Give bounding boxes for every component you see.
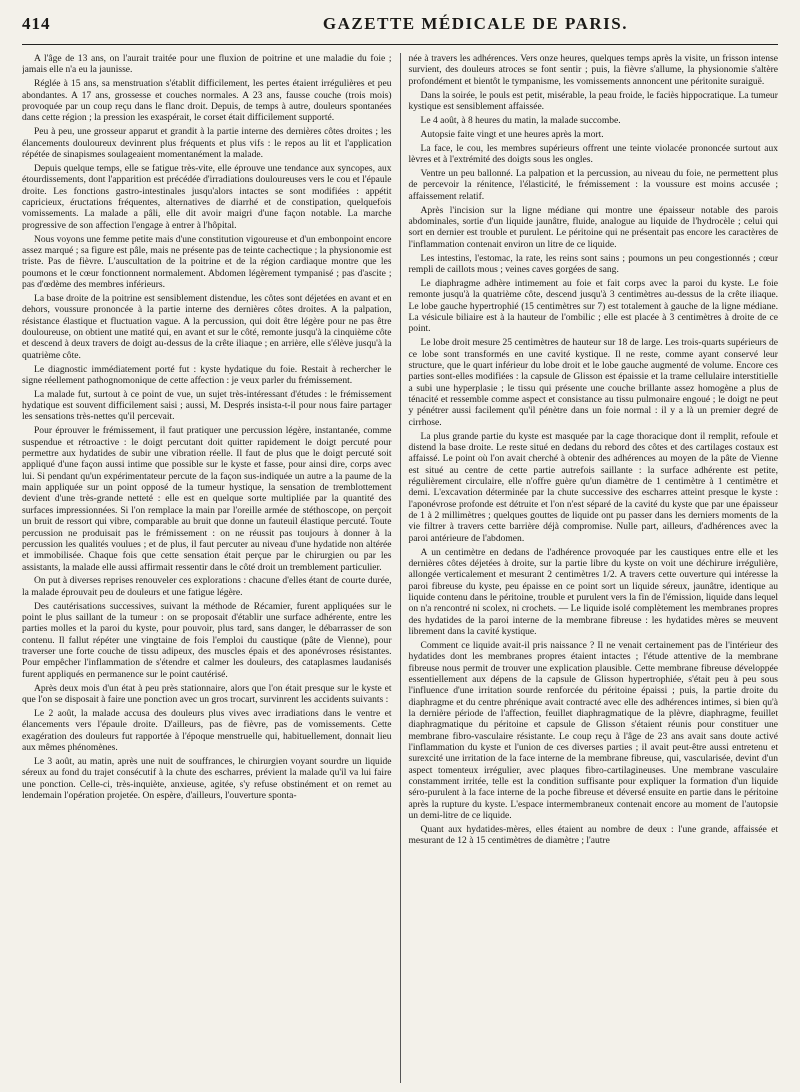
paragraph: Quant aux hydatides-mères, elles étaient au nombre de deux : l'une grande, affaissée et mesurant de 12 à 15 centimètres de diamètre ; l'autre — [408, 824, 778, 847]
paragraph: Nous voyons une femme petite mais d'une constitution vigoureuse et d'un embonpoint encore assez marqué ; sa figure est pâle, mais ne présente pas de teinte cachectique ; la physionomie est triste. Pas de fièvre. L'auscultation de la poitrine et de la région cardiaque montre que les poumons et le cœur fonctionnent normalement. Abdomen légèrement tympanisé ; pas d'ascite ; pas d'œdème des membres inférieurs. — [22, 233, 392, 290]
paragraph: Le lobe droit mesure 25 centimètres de hauteur sur 18 de large. Les trois-quarts supérieurs de ce lobe sont transformés en une cavité kystique. Il ne reste, comme ayant conservé leur structure, que le quart inférieur du lobe droit et le lobe gauche augmenté de volume. Encore ces parties sont-elles modifiées : la capsule de Glisson est épaissie et la trame cellulaire interstitielle a subi une hyperplasie ; le tissu qui présente une couche brillante assez homogène a plus de ténacité et ressemble comme aspect et consistance au tissu pulmonaire engoué ; le doigt ne peut y pénétrer aussi facilement qu'il pénètre dans un foie normal : il y a là un premier degré de cirrhose. — [408, 337, 778, 428]
page-header — [22, 14, 778, 40]
paragraph: Après deux mois d'un état à peu près stationnaire, alors que l'on était presque sur le kyste et que l'on se disposait à faire une ponction avec un gros trocart, survinrent les accidents suivants : — [22, 682, 392, 706]
paragraph: La base droite de la poitrine est sensiblement distendue, les côtes sont déjetées en avant et en dehors, voussure prononcée à la partie interne des dernières côtes droites. A la palpation, résistance élastique et fluctuation vague. A la percussion, qui doit être légère pour ne pas être douloureuse, on obtient une matité qui, en avant et sur le côté, remonte jusqu'à la cinquième côte et descend à deux travers de doigt au-dessus de la crête iliaque ; en arrière, elle s'élève jusqu'à la quatrième côte. — [22, 292, 392, 361]
paragraph: A un centimètre en dedans de l'adhérence provoquée par les caustiques entre elle et les dernières côtes déjetées à droite, sur la partie libre du kyste on voit une déchirure irrégulière, allongée verticalement et mesurant 2 centimètres 1/2. A travers cette ouverture qui intéresse la paroi fibreuse du kyste, peu épaisse en ce point sort un liquide séreux, jaunâtre, identique au liquide contenu dans le péritoine, trouble et purulent vers la fin de l'émission, liquide dans lequel on n'a rencontré ni scolex, ni crochets. — Le liquide isolé complètement les membranes propres des hydatides de la paroi interne de la membrane fibreuse : les hydatides mères se meuvent librement dans la cavité kystique. — [408, 546, 778, 638]
paragraph: Des cautérisations successives, suivant la méthode de Récamier, furent appliquées sur le point le plus saillant de la tumeur : on se proposait d'établir une surface adhérente, entre les parties molles et la paroi du kyste, pour pouvoir, plus tard, sans danger, le débarrasser de son contenu. Il fallut répéter une vingtaine de fois l'emploi du caustique (pâte de Vienne), pour traverser une forte couche de tissu adipeux, des muscles épais et des aponévroses résistantes. Pour empêcher l'inflammation de s'étendre et calmer les douleurs, des cataplasmes laudanisés furent appliqués en permanence sur le point cautérisé. — [22, 600, 392, 680]
paragraph: Comment ce liquide avait-il pris naissance ? Il ne venait certainement pas de l'intérieur des hydatides dont les membranes propres étaient intactes ; l'étude attentive de la membrane fibreuse nous permit de trouver une explication plausible. Cette membrane fibreuse développée essentiellement aux dépens de la capsule de Glisson hypertrophiée, s'était peu à peu sous l'influence d'une irritation sourde renforcée du péritoine épaissi ; puis, la partie droite du diaphragme et du centre phrénique avait contracté avec elle des adhérences intimes, si bien qu'à la dernière période de l'affection, feuillet diaphragmatique de la plèvre, diaphragme, feuillet diaphragmatique du péritoine et capsule de Glisson s'étaient réunis pour constituer une membrane fibro-vasculaire résistante. Le coup reçu à l'âge de 23 ans avait sans doute activé l'inflammation du kyste et l'union de ces diverses parties ; il avait peut-être aussi entretenu et surexcité une irritation de la face interne de la membrane fibreuse, qui, vascularisée, devint d'un aspect tomenteux irrégulier, avec plaques fibro-cartilagineuses. Une membrane vasculaire constamment irritée, telle est la condition suffisante pour expliquer la formation d'un liquide séro-purulent à la face interne de la poche fibreuse et déversé ensuite en partie dans le péritoine après la rupture du kyste. L'espace intermembraneux contenait encore au moment de l'autopsie un demi-litre de ce liquide. — [408, 639, 778, 822]
text-columns — [22, 53, 778, 1083]
left-column — [22, 53, 400, 1083]
paragraph: Le diagnostic immédiatement porté fut : kyste hydatique du foie. Restait à rechercher le signe réellement pathognomonique de cette affection : je veux parler du frémissement. — [22, 363, 392, 386]
right-column — [401, 53, 779, 1083]
paragraph: La malade fut, surtout à ce point de vue, un sujet très-intéressant d'études : le frémissement hydatique est souvent difficilement saisi ; aussi, M. Després insista-t-il pour nous faire partager les sensations très-nettes qu'il percevait. — [22, 388, 392, 423]
paragraph: Après l'incision sur la ligne médiane qui montre une épaisseur notable des parois abdominales, sortie d'un liquide jaunâtre, fluide, analogue au liquide de l'hydrocèle ; celui qui sort en dernier est trouble et purulent. Le péritoine qui ne présentait pas encore les caractères de l'inflammation contenait environ un litre de ce liquide. — [408, 204, 778, 250]
running-title: GAZETTE MÉDICALE DE PARIS. — [322, 14, 628, 33]
paragraph: Autopsie faite vingt et une heures après la mort. — [420, 128, 604, 140]
paragraph: On put à diverses reprises renouveler ces explorations : chacune d'elles étant de courte durée, la malade éprouvait peu de douleurs et une fatigue légère. — [22, 575, 392, 598]
page-number: 414 — [22, 14, 51, 33]
paragraph: née à travers les adhérences. Vers onze heures, quelques temps après la visite, un frisson intense survient, des douleurs atroces se font sentir ; puis, la fièvre s'allume, la physionomie s'altère profondément et bientôt le tympanisme, les vomissements annoncent une péritonite suraiguë. — [408, 53, 778, 87]
paragraph: Réglée à 15 ans, sa menstruation s'établit difficilement, les pertes étaient irrégulières et peu abondantes. A 17 ans, grossesse et couches normales. A 23 ans, fausse couche (trois mois) provoquée par un coup reçu dans le flanc droit. Depuis, de temps à autre, douleurs spontanées dans cette région ; la pression les exaspérait, le corset était difficilement supporté. — [22, 78, 392, 124]
paragraph: Ventre un peu ballonné. La palpation et la percussion, au niveau du foie, ne permettent plus de percevoir la rénitence, l'élasticité, le frémissement : la voussure est moins accusée ; affaissement relatif. — [408, 168, 778, 202]
paragraph: Peu à peu, une grosseur apparut et grandit à la partie interne des dernières côtes droites ; les élancements douloureux devinrent plus fréquents et plus vifs : le repos au lit et l'application répétée de sinapismes soulageaient momentanément la malade. — [22, 126, 392, 160]
header-rule — [22, 44, 778, 45]
paragraph: A l'âge de 13 ans, on l'aurait traitée pour une fluxion de poitrine et une maladie du foie ; jamais elle n'a eu la jaunisse. — [22, 53, 392, 76]
paragraph: La plus grande partie du kyste est masquée par la cage thoracique dont il remplit, refoule et distend la base droite. Le reste situé en dedans du rebord des côtes et des cartilages costaux est affaissé. Le point où l'on avait cherché à obtenir des adhérences au moyen de la pâte de Vienne est situé au centre de cette partie autrefois saillante : la surface adhérente est petite, régulièrement circulaire, elle n'offre guère qu'un diamètre de 1 centimètre à 1 centimètre et demi. L'excavation déterminée par la chute successive des escharres atteint presque le kyste : l'aponévrose profonde est détruite et l'on n'est séparé de la cavité du kyste que par une épaisseur de 1 à 2 millimètres ; quelques gouttes de liquide ont pu passer dans les derniers moments de la vie filtrer à travers cette barrière déjà compromise. Nulle part, ailleurs, d'adhérences avec la paroi antérieure de l'abdomen. — [408, 430, 778, 544]
paragraph: Le 2 août, la malade accusa des douleurs plus vives avec irradiations dans le ventre et élancements vers l'épaule droite. D'ailleurs, pas de fièvre, pas de vomissements. Cette exagération des douleurs fut rapportée à l'époque menstruelle qui, habituellement, donnait lieu aux mêmes phénomènes. — [22, 708, 392, 754]
paragraph: Pour éprouver le frémissement, il faut pratiquer une percussion légère, instantanée, comme suspendue et rétroactive : le doigt percutant doit quitter rapidement le doigt percuté pour permettre aux hydatides de subir une vibration réelle. Il faut de plus que le doigt percuté soit appliqué d'une façon aussi intime que possible sur le kyste et fasse, pour ainsi dire, corps avec lui. Si pendant qu'un expérimentateur percute de la façon sus-indiquée un autre a la paume de la main appliquée sur un point opposé de la tumeur hystique, la sensation de tremblottement devient d'une très-grande netteté : elle est en quelque sorte multipliée par la quantité des surfaces impressionnées. Si l'on remplace la main par l'oreille armée de stéthoscope, on perçoit un bruit de ressort qui vibre, comparable au bruit que donne un fauteuil élastique percuté. Toute percussion ne produisait pas le frémissement : on ne réussit pas toujours à donner à la percussion les qualités voulues ; et de plus, il faut percuter au niveau d'une hydatide non altérée et immobilisée. Chaque fois que cette sensation était perçue par le chirurgien ou par les assistants, la malade elle aussi affirmait ressentir dans le côté droit un tremblement particulier. — [22, 425, 392, 573]
paragraph: La face, le cou, les membres supérieurs offrent une teinte violacée prononcée surtout aux lèvres et à l'extrémité des doigts sous les ongles. — [408, 142, 778, 166]
paragraph: Les intestins, l'estomac, la rate, les reins sont sains ; poumons un peu congestionnés ; cœur rempli de caillots mous ; veines caves gorgées de sang. — [408, 252, 778, 275]
paragraph: Le diaphragme adhère intimement au foie et fait corps avec la paroi du kyste. Le foie remonte jusqu'à la quatrième côte, descend jusqu'à 3 centimètres au-dessus de la crête iliaque. Le lobe gauche hypertrophié (15 centimètres sur 7) est totalement à gauche de la ligne médiane. La vésicule biliaire est à la hauteur de l'ombilic ; elle est placée à 3 centimètres à droite de ce point. — [408, 277, 778, 335]
paragraph: Depuis quelque temps, elle se fatigue très-vite, elle éprouve une tendance aux syncopes, aux étourdissements, dont l'apparition est précédée d'irradiations douloureuses vers le cou et l'épaule droite. Les fonctions gastro-intestinales jusqu'alors intactes se sont modifiées : appétit capricieux, éructations fréquentes, alternatives de diarrhé et de constipation, quelquefois vomissements. La malade a pâli, elle dit avoir maigri d'une façon notable. La marche progressive de son affection l'engage à entrer à l'hôpital. — [22, 162, 392, 231]
paragraph: Dans la soirée, le pouls est petit, misérable, la peau froide, le faciès hippocratique. La tumeur kystique est sensiblement affaissée. — [408, 89, 778, 112]
paragraph: Le 4 août, à 8 heures du matin, la malade succombe. — [420, 114, 621, 126]
paragraph: Le 3 août, au matin, après une nuit de souffrances, le chirurgien voyant sourdre un liquide séreux au fond du trajet consécutif à la chute des escharres, prévient la malade qu'il va lui faire une ponction. Celle-ci, très-inquiète, anxieuse, agitée, s'y refuse obstinément et on remet au lendemain l'opération projetée. On espère, d'ailleurs, l'ouverture sponta- — [22, 756, 392, 802]
